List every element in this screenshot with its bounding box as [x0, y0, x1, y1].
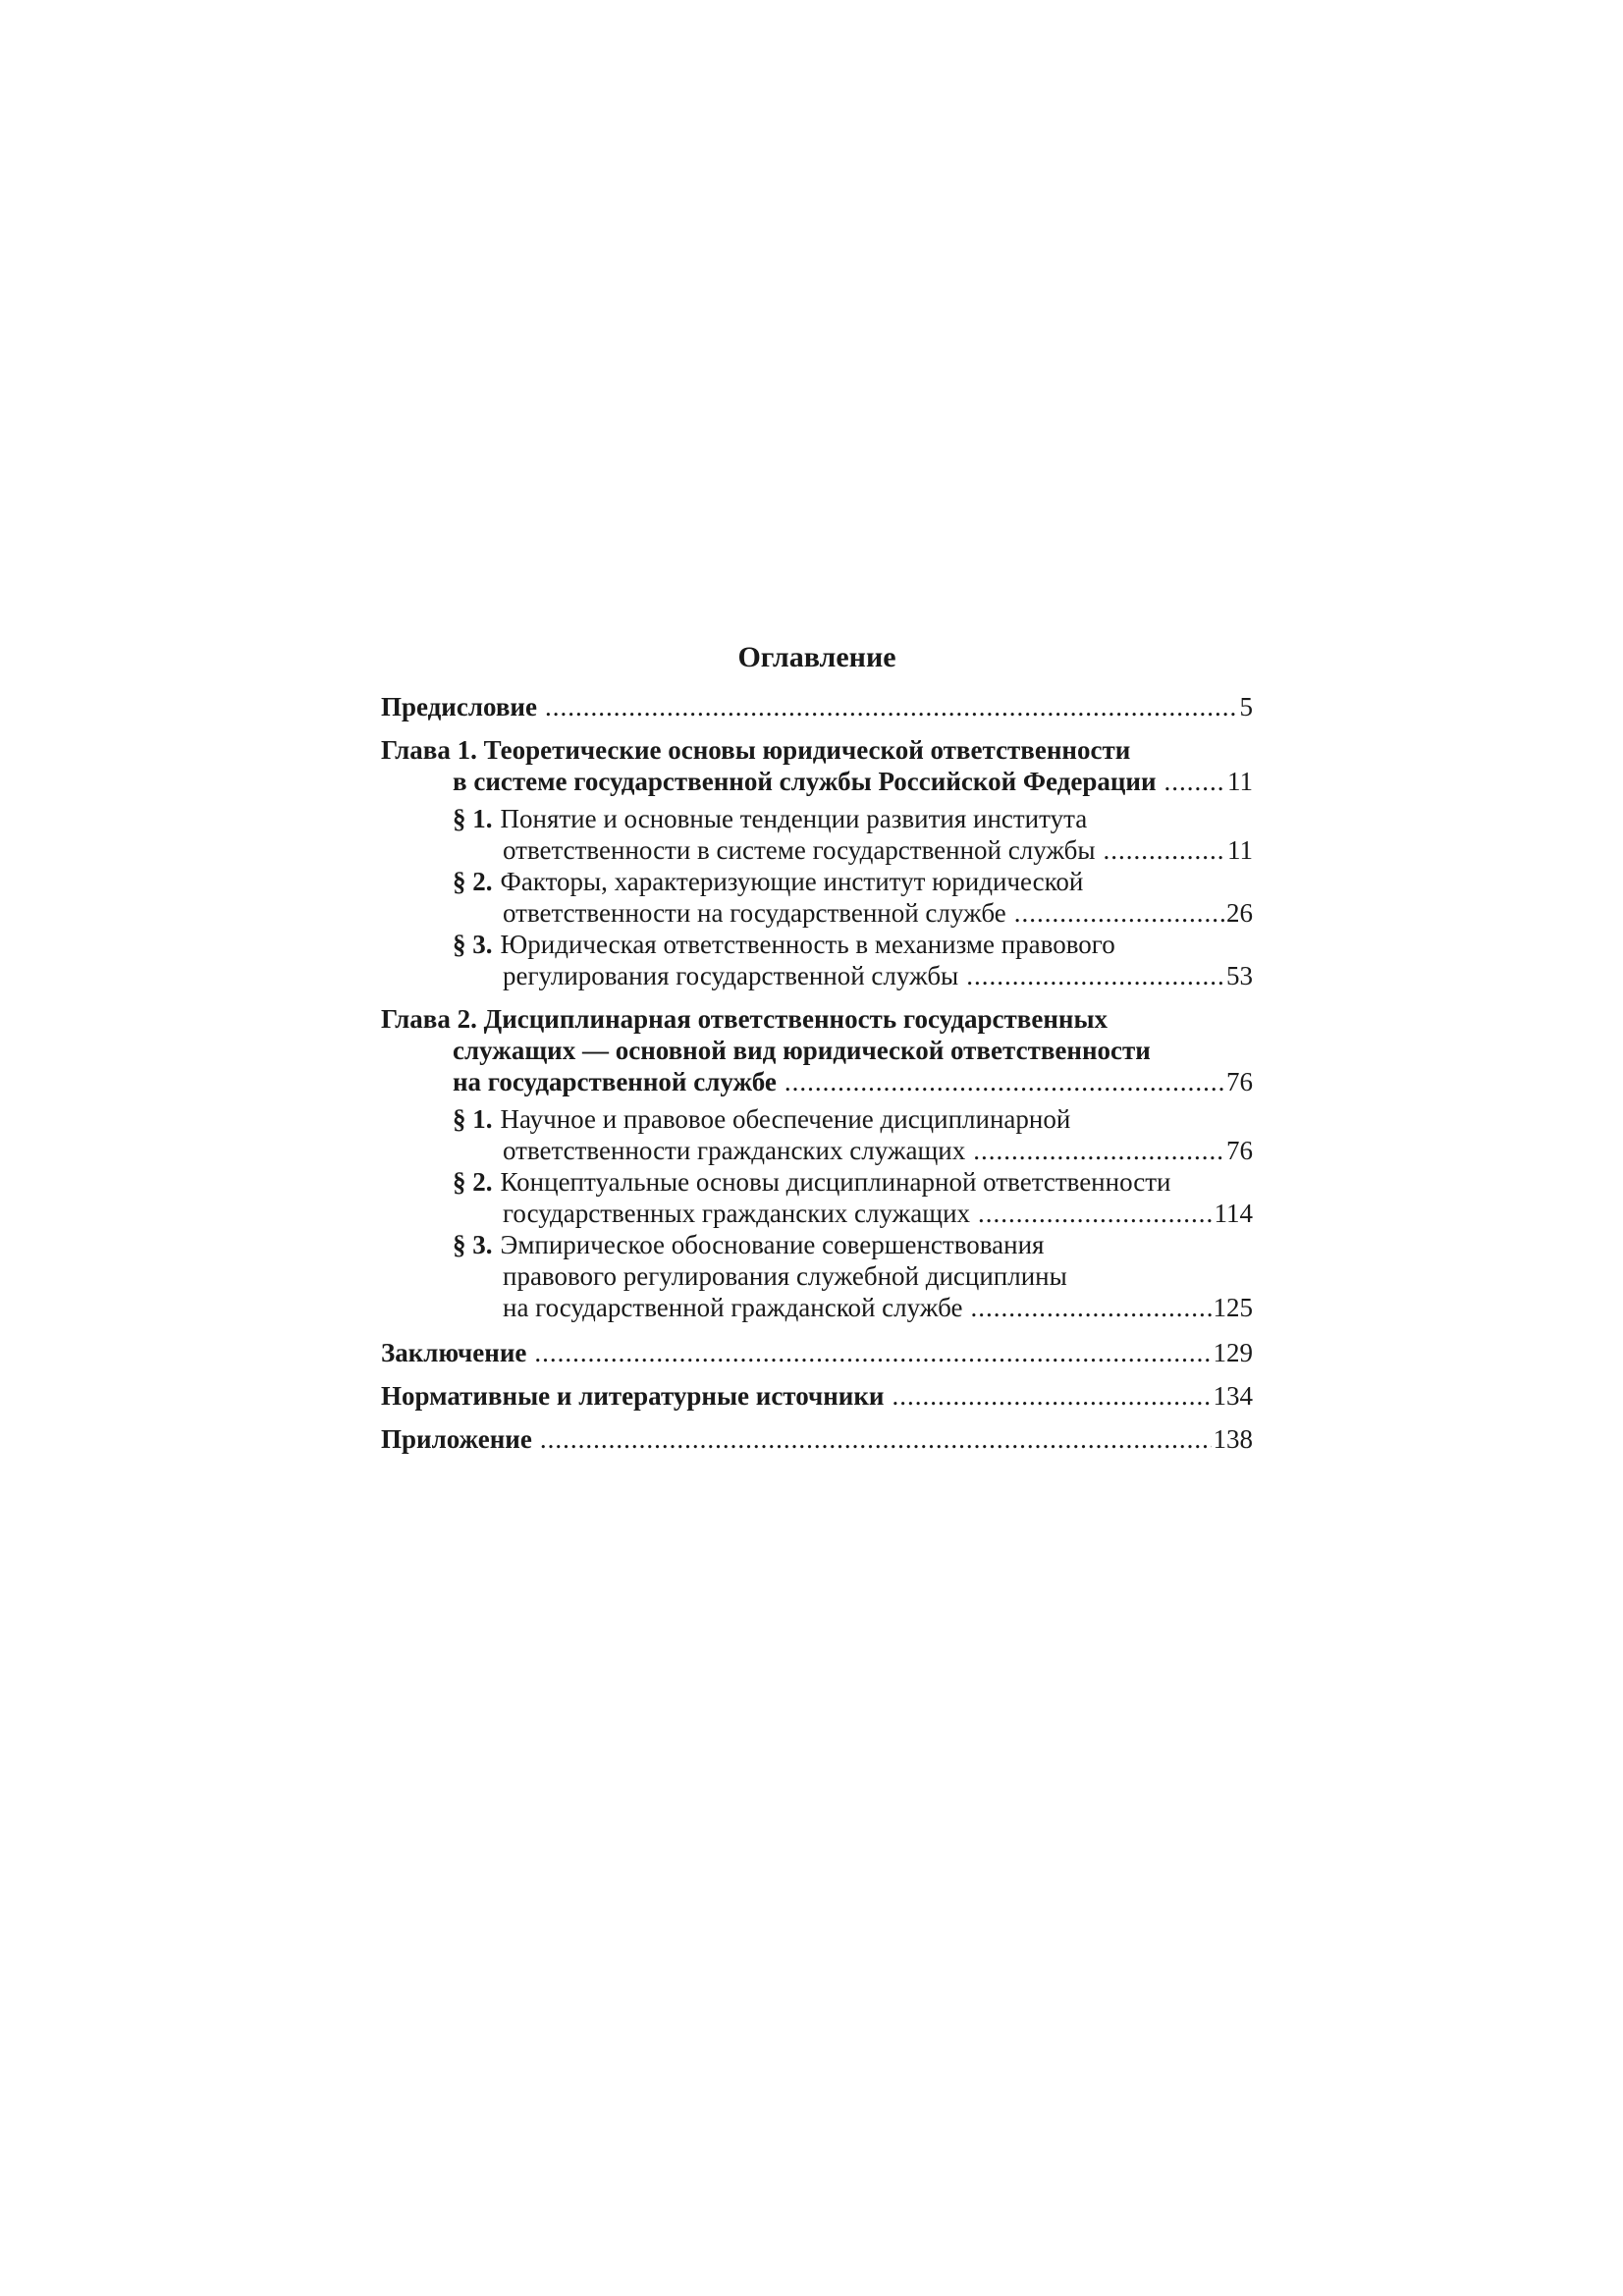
section-title-line: ответственности в системе государственной службы: [503, 835, 1096, 865]
dot-leader: [545, 691, 1238, 722]
dot-leader: [892, 1380, 1211, 1412]
section-number: § 1.: [453, 1104, 493, 1134]
chapter-title-line: на государственной службе: [453, 1067, 777, 1096]
section-title-line: регулирования государственной службы: [503, 961, 959, 990]
section-title-line: государственных гражданских служащих: [503, 1199, 971, 1228]
toc-page-number: 125: [1213, 1293, 1253, 1322]
section-title-line: правового регулирования служебной дисциплины: [503, 1261, 1067, 1291]
toc-page-number: 76: [1226, 1067, 1253, 1096]
chapter-1-sections: [381, 803, 1253, 991]
section-title-line: Концептуальные основы дисциплинарной ответственности: [500, 1167, 1171, 1197]
section-number: § 1.: [453, 804, 493, 833]
toc-entry-label: Нормативные и литературные источники: [381, 1381, 885, 1411]
toc-entry-conclusion[interactable]: [381, 1337, 1253, 1368]
dot-leader: [1104, 834, 1225, 866]
section-title-line: Научное и правовое обеспечение дисциплинарной: [500, 1104, 1071, 1134]
page-title: Оглавление: [737, 641, 896, 673]
toc-entry-appendix[interactable]: [381, 1423, 1253, 1455]
toc-page-number: 138: [1213, 1424, 1253, 1454]
section-title-line: Понятие и основные тенденции развития института: [500, 804, 1088, 833]
chapter-title-line: Глава 2. Дисциплинарная ответственность государственных: [381, 1004, 1109, 1034]
toc-entry-chapter-2[interactable]: [381, 1003, 1253, 1097]
dot-leader: [540, 1423, 1212, 1455]
section-number: § 3.: [453, 930, 493, 959]
section-title-line: ответственности гражданских служащих: [503, 1136, 966, 1165]
toc-entry-section[interactable]: [381, 803, 1253, 866]
dot-leader: [1014, 897, 1224, 929]
toc-entry-preface[interactable]: [381, 691, 1253, 722]
dot-leader: [784, 1066, 1224, 1097]
chapter-title-line: служащих — основной вид юридической ответственности: [453, 1036, 1151, 1065]
toc-entry-sources[interactable]: [381, 1380, 1253, 1412]
toc-page-number: 134: [1213, 1381, 1253, 1411]
dot-leader: [973, 1135, 1224, 1166]
toc-page-number: 5: [1239, 692, 1253, 721]
toc-entry-label: Приложение: [381, 1424, 532, 1454]
section-number: § 3.: [453, 1230, 493, 1259]
section-title-line: Эмпирическое обоснование совершенствования: [500, 1230, 1045, 1259]
dot-leader: [978, 1198, 1212, 1229]
section-title-line: Юридическая ответственность в механизме правового: [500, 930, 1115, 959]
chapter-title-line: в системе государственной службы Российской Федерации: [453, 767, 1157, 796]
toc-entry-section[interactable]: [381, 1166, 1253, 1229]
toc-entry-label: Предисловие: [381, 692, 537, 721]
toc-page-number: 76: [1226, 1136, 1253, 1165]
chapter-2-sections: [381, 1103, 1253, 1323]
toc-entry-section[interactable]: [381, 929, 1253, 991]
toc-entry-section[interactable]: [381, 1103, 1253, 1166]
dot-leader: [966, 960, 1224, 991]
toc-entry-section[interactable]: [381, 866, 1253, 929]
toc-page-number: 11: [1227, 767, 1253, 796]
dot-leader: [534, 1337, 1211, 1368]
dot-leader: [1164, 766, 1225, 797]
table-of-contents: [381, 638, 1253, 1467]
toc-entry-chapter-1[interactable]: [381, 734, 1253, 797]
dot-leader: [970, 1292, 1211, 1323]
toc-page-number: 26: [1226, 898, 1253, 928]
section-title-line: Факторы, характеризующие институт юридической: [500, 867, 1084, 896]
toc-page-number: 114: [1214, 1199, 1253, 1228]
chapter-title-line: Глава 1. Теоретические основы юридической ответственности: [381, 735, 1131, 765]
toc-page-number: 53: [1226, 961, 1253, 990]
toc-page-number: 11: [1227, 835, 1253, 865]
toc-entry-section[interactable]: [381, 1229, 1253, 1323]
toc-page-number: 129: [1213, 1338, 1253, 1367]
section-title-line: ответственности на государственной службе: [503, 898, 1006, 928]
toc-entry-label: Заключение: [381, 1338, 527, 1367]
section-number: § 2.: [453, 867, 493, 896]
section-number: § 2.: [453, 1167, 493, 1197]
section-title-line: на государственной гражданской службе: [503, 1293, 963, 1322]
